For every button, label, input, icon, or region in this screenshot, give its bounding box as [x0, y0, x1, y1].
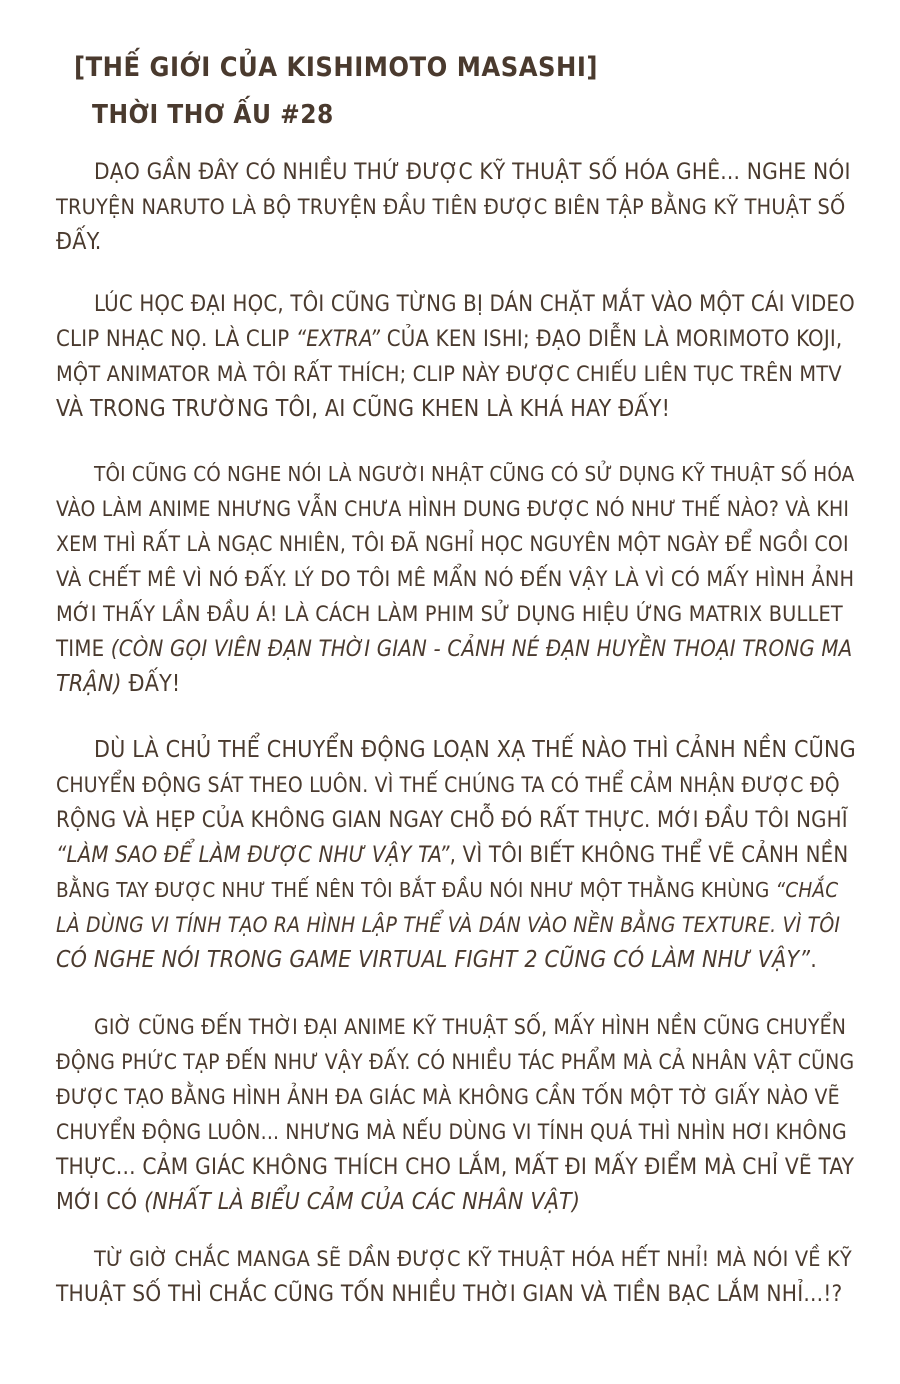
text-line	[56, 322, 856, 357]
text-segment: MỘT ANIMATOR MÀ TÔI RẤT THÍCH; CLIP NÀY ĐƯỢC CHIẾU LIÊN TỤC TRÊN MTV	[56, 362, 842, 387]
text-line	[56, 597, 856, 632]
text-segment: ĐẤY!	[121, 671, 181, 697]
text-line	[56, 357, 856, 392]
text-line	[56, 1115, 856, 1150]
text-line	[56, 1080, 856, 1115]
italic-text: (NHẤT LÀ BIỂU CẢM CỦA CÁC NHÂN VẬT)	[144, 1189, 581, 1215]
text-segment: TỪ GIỜ CHẮC MANGA SẼ DẦN ĐƯỢC KỸ THUẬT HÓA HẾT NHỈ! MÀ NÓI VỀ KỸ	[94, 1247, 852, 1272]
text-segment: VÀ TRONG TRƯỜNG TÔI, AI CŨNG KHEN LÀ KHÁ HAY ĐẤY!	[56, 396, 671, 422]
text-line	[56, 1185, 856, 1220]
text-line	[56, 873, 856, 908]
text-line	[56, 1150, 856, 1185]
paragraph	[56, 287, 856, 427]
text-segment: TRUYỆN NARUTO LÀ BỘ TRUYỆN ĐẦU TIÊN ĐƯỢC BIÊN TẬP BẰNG KỸ THUẬT SỐ	[56, 195, 846, 220]
text-line	[56, 287, 856, 322]
text-line	[56, 1045, 856, 1080]
paragraph	[56, 733, 856, 978]
text-line	[56, 457, 856, 492]
text-segment: .	[810, 947, 817, 973]
text-segment: LÚC HỌC ĐẠI HỌC, TÔI CŨNG TỪNG BỊ DÁN CHẶT MẮT VÀO MỘT CÁI VIDEO	[94, 292, 855, 317]
text-line	[56, 632, 856, 667]
text-line	[56, 768, 856, 803]
text-line	[56, 527, 856, 562]
text-line	[56, 733, 856, 768]
italic-text: “CHẮC	[775, 878, 839, 902]
page-subtitle: THỜI THƠ ẤU #28	[92, 100, 334, 130]
text-line	[56, 943, 856, 978]
text-line	[56, 1277, 856, 1312]
text-segment: GIỜ CŨNG ĐẾN THỜI ĐẠI ANIME KỸ THUẬT SỐ, MẤY HÌNH NỀN CŨNG CHUYỂN	[94, 1015, 847, 1039]
text-segment: VÀO LÀM ANIME NHƯNG VẪN CHƯA HÌNH DUNG ĐƯỢC NÓ NHƯ THẾ NÀO? VÀ KHI	[56, 497, 850, 521]
text-line	[56, 1242, 856, 1277]
italic-text: (CÒN GỌI VIÊN ĐẠN THỜI GIAN - CẢNH NÉ ĐẠN HUYỀN THOẠI TRONG MA	[110, 637, 853, 662]
text-segment: ĐƯỢC TẠO BẰNG HÌNH ẢNH ĐA GIÁC MÀ KHÔNG CẦN TỐN MỘT TỜ GIẤY NÀO VẼ	[56, 1085, 840, 1109]
text-line	[56, 392, 856, 427]
text-segment: DẠO GẦN ĐÂY CÓ NHIỀU THỨ ĐƯỢC KỸ THUẬT SỐ HÓA GHÊ... NGHE NÓI	[94, 159, 851, 185]
text-segment: RỘNG VÀ HẸP CỦA KHÔNG GIAN NGAY CHỖ ĐÓ RẤT THỰC. MỚI ĐẦU TÔI NGHĨ	[56, 808, 848, 833]
text-line	[56, 225, 856, 260]
text-line	[56, 1010, 856, 1045]
text-line	[56, 562, 856, 597]
text-line	[56, 838, 856, 873]
text-segment: CLIP NHẠC NỌ. LÀ CLIP	[56, 327, 296, 352]
paragraph	[56, 1010, 856, 1220]
text-segment: THUẬT SỐ THÌ CHẮC CŨNG TỐN NHIỀU THỜI GIAN VÀ TIỀN BẠC LẮM NHỈ...!?	[56, 1281, 843, 1307]
text-segment: CHUYỂN ĐỘNG LUÔN... NHƯNG MÀ NẾU DÙNG VI TÍNH QUÁ THÌ NHÌN HƠI KHÔNG	[56, 1120, 847, 1144]
text-line	[56, 908, 856, 943]
text-line	[56, 803, 856, 838]
text-line	[56, 155, 856, 190]
text-line	[56, 667, 856, 702]
text-segment: ĐẤY.	[56, 229, 102, 255]
paragraph	[56, 457, 856, 702]
italic-text: “LÀM SAO ĐỂ LÀM ĐƯỢC NHƯ VẬY TA”	[56, 843, 450, 868]
italic-text: LÀ DÙNG VI TÍNH TẠO RA HÌNH LẬP THỂ VÀ DÁN VÀO NỀN BẰNG TEXTURE. VÌ TÔI	[56, 913, 841, 937]
text-segment: BẰNG TAY ĐƯỢC NHƯ THẾ NÊN TÔI BẮT ĐẦU NÓI NHƯ MỘT THẰNG KHÙNG	[56, 878, 776, 902]
italic-text: CÓ NGHE NÓI TRONG GAME VIRTUAL FIGHT 2 CŨNG CÓ LÀM NHƯ VẬY”	[56, 947, 811, 973]
text-segment: CHUYỂN ĐỘNG SÁT THEO LUÔN. VÌ THẾ CHÚNG TA CÓ THỂ CẢM NHẬN ĐƯỢC ĐỘ	[56, 773, 840, 797]
text-line	[56, 190, 856, 225]
paragraph	[56, 155, 856, 260]
text-segment: , VÌ TÔI BIẾT KHÔNG THỂ VẼ CẢNH NỀN	[449, 843, 849, 868]
text-segment: VÀ CHẾT MÊ VÌ NÓ ĐẤY. LÝ DO TÔI MÊ MẨN NÓ ĐẾN VẬY LÀ VÌ CÓ MẤY HÌNH ẢNH	[56, 567, 855, 592]
text-segment: CỦA KEN ISHI; ĐẠO DIỄN LÀ MORIMOTO KOJI,	[380, 327, 843, 352]
text-line	[56, 492, 856, 527]
italic-text: TRẬN)	[56, 671, 122, 697]
page-title: [THẾ GIỚI CỦA KISHIMOTO MASASHI]	[74, 52, 598, 83]
text-segment: DÙ LÀ CHỦ THỂ CHUYỂN ĐỘNG LOẠN XẠ THẾ NÀO THÌ CẢNH NỀN CŨNG	[94, 737, 856, 763]
text-segment: TIME	[56, 637, 111, 662]
text-segment: XEM THÌ RẤT LÀ NGẠC NHIÊN, TÔI ĐÃ NGHỈ HỌC NGUYÊN MỘT NGÀY ĐỂ NGỒI COI	[56, 532, 849, 556]
text-segment: MỚI THẤY LẦN ĐẦU Á! LÀ CÁCH LÀM PHIM SỬ DỤNG HIỆU ỨNG MATRIX BULLET	[56, 602, 843, 627]
text-segment: MỚI CÓ	[56, 1189, 145, 1215]
paragraph	[56, 1242, 856, 1312]
text-segment: TÔI CŨNG CÓ NGHE NÓI LÀ NGƯỜI NHẬT CŨNG CÓ SỬ DỤNG KỸ THUẬT SỐ HÓA	[94, 462, 855, 486]
text-segment: ĐỘNG PHỨC TẠP ĐẾN NHƯ VẬY ĐẤY. CÓ NHIỀU TÁC PHẨM MÀ CẢ NHÂN VẬT CŨNG	[56, 1050, 855, 1074]
text-segment: THỰC... CẢM GIÁC KHÔNG THÍCH CHO LẮM, MẤT ĐI MẤY ĐIỂM MÀ CHỈ VẼ TAY	[56, 1154, 855, 1180]
italic-text: “EXTRA”	[295, 327, 381, 352]
